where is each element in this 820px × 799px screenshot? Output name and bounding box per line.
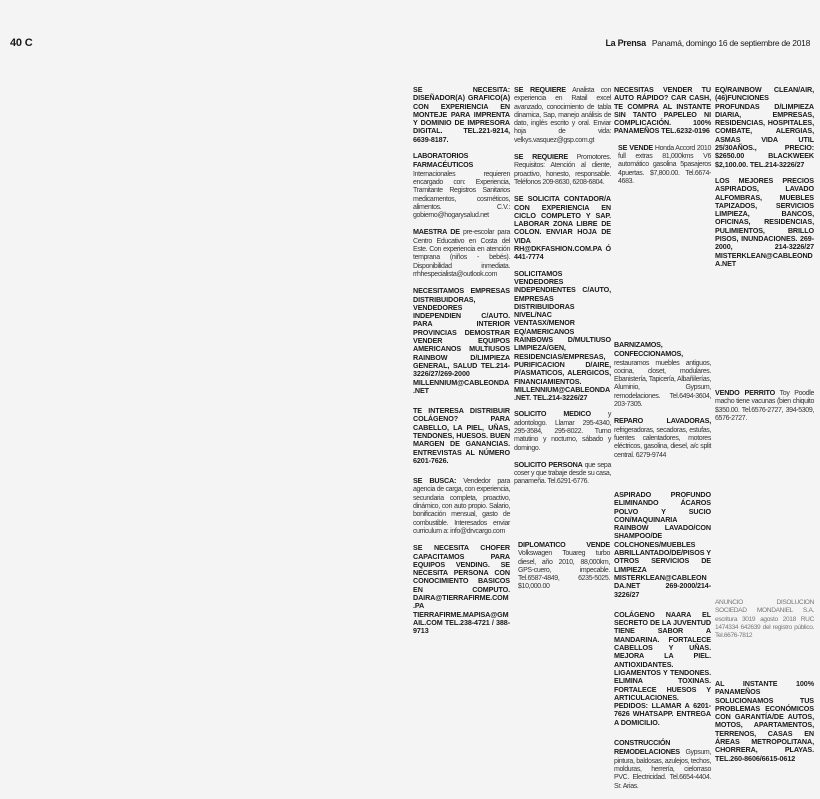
classified-ad: ASPIRADO PROFUNDO ELIMINANDO ÁCAROS POLVO Y SUCIO CON/MAQUINARIA RAINBOW LAVADO/CON SHAMPOO/DE COLCHONES/MUEBLES ABRILLANTADO/DE/PISOS Y OTROS SERVICIOS DE LIMPIEZA MISTERKLEAN@CABLEONDA.NET 269-2000/214-3226/27 [614, 490, 711, 599]
page-number: 40 C [10, 37, 33, 49]
classified-column-2 [514, 86, 611, 495]
classified-column-4-mid [715, 389, 814, 431]
classified-ad: SE NECESITA CHOFER CAPACITAMOS PARA EQUIPOS VENDING. SE NECESITA PERSONA CON CONOCIMIENTO BASICOS EN COMPUTO. DAIRA@TIERRAFIRME.COM.PA TIERRAFIRME.MAPISA@GMAIL.COM TEL.238-4721 / 388-9713 [413, 543, 510, 636]
classified-ad: LABORATORIOS FARMACÉUTICOS Internacionales requieren encargado con: Experiencia, Tramitante Registros Sanitarios medicamentos, cosméticos, alimentos. C.V.: gobierno@hogarysalud.net [413, 151, 510, 220]
classified-ad: SE VENDE Honda Accord 2010 full extras 81,000kms V6 automático gasolina 5pasajeros 4puertas. $7,800.00. Tel.6674-4683. [618, 142, 711, 185]
classified-ad: NECESITAS VENDER TU AUTO RÁPIDO? CAR CASH, TE COMPRA AL INSTANTE SIN TANTO PAPELEO NI COMPLICACIÓN. 100% PANAMEÑOS TEL.6232-0196 [614, 85, 711, 136]
classified-column-2-lower [518, 541, 610, 600]
classified-ad: SE SOLICITA CONTADOR/A CON EXPERIENCIA EN CICLO COMPLETO Y SAP. LABORAR ZONA LIBRE DE COLON. ENVIAR HOJA DE VIDA RH@DKFASHION.COM.PA Ó 441-7774 [514, 194, 611, 262]
classified-ad: VENDO PERRITO Toy Poodle macho tiene vacunas (bien chiquito $350.00. Tel.6576-2727, 394-5309, 6576-2727. [715, 388, 814, 422]
classified-column-3-lower [614, 491, 711, 799]
classified-column-1 [413, 86, 510, 644]
classified-ad: CONSTRUCCIÓN REMODELACIONES Gypsum, pintura, baldosas, azulejos, techos, molduras, herrería, cielorraso PVC. Electricidad. Tel.6654-4404. Sr. Arias. [614, 738, 711, 790]
classified-ad: ANUNCIO DISOLUCION SOCIEDAD MONDANIEL S.A. escritura 3019 agosto 2018 RUC 1474334 642639 del registro público. Tel.6676-7812 [715, 599, 814, 640]
classified-ad: COLÁGENO NAARA EL SECRETO DE LA JUVENTUD TIENE SABOR A MANDARINA. FORTALECE CABELLOS Y UÑAS. MEJORA LA PIEL. ANTIOXIDANTES. LIGAMENTOS Y TENDONES. ELIMINA TOXINAS. FORTALECE HUESOS Y ARTICULACIONES. PEDIDOS: LLAMAR A 6201-7626 WHATSAPP. ENTREGA A DOMICILIO. [614, 609, 711, 727]
classified-ad: DIPLOMATICO VENDE Volkswagen Touareg turbo diesel, año 2010, 88,000km, GPS-cuero, impecable. Tel.6587-4849, 6235-5025. $10,000.00 [518, 540, 610, 591]
classified-column-4-bottom [715, 680, 814, 771]
classified-ad: NECESITAMOS EMPRESAS DISTRIBUIDORAS, VENDEDORES INDEPENDIEN C/AUTO. PARA INTERIOR PROVINCIAS DEMOSTRAR VENDER EQUIPOS AMERICANOS MULTIUSOS RAINBOW D/LIMPIEZA GENERAL, SALUD TEL.214-3226/27/269-2000 MILLENNIUM@CABLEONDA.NET [413, 286, 510, 395]
classified-column-4-lower [715, 599, 814, 648]
dateline: Panamá, domingo 16 de septiembre de 2018 [651, 38, 810, 48]
classified-ad: SOLICITAMOS VENDEDORES INDEPENDIENTES C/AUTO, EMPRESAS DISTRIBUIDORAS NIVEL/NAC VENTASX/MENOR EQ/AMERICANOS RAINBOWS D/MULTIUSO LIMPIEZA/GEN, RESIDENCIAS/EMPRESAS, PURIFICACION D/AIRE, P/ASMATICOS, ALERGICOS, FINANCIAMIENTOS. MILLENNIUM@CABLEONDA.NET. TEL.214-3226/27 [514, 268, 611, 403]
classified-column-3-mid [614, 341, 711, 468]
classified-ad: SOLICITO PERSONA que sepa coser y que trabaje desde su casa, panameña. Tel.6291-6776. [514, 459, 611, 486]
masthead [605, 38, 810, 48]
classified-ad: REPARO LAVADORAS, refrigeradoras, secadoras, estufas, fuentes calentadores, motores eléctricos, gasolina, diesel, a/c split central. 6279-9744 [614, 416, 711, 459]
classified-ad: SE NECESITA: DISEÑADOR(A) GRAFICO(A) CON EXPERIENCIA EN MONTEJE PARA IMPRENTA Y DOMINIO DE IMPRESORA DIGITAL. TEL.221-9214, 6639-8187. [413, 85, 510, 144]
classified-ad: SOLICITO MEDICO y adontologo. Llamar 295-4340, 295-3584, 295-8022. Turno matutino y nocturno, sábado y domingo. [514, 409, 611, 452]
classified-ad: SE BUSCA: Vendedor para agencia de carga, con experiencia, secundaria completa, proactivo, dinámico, con auto propio. Salario, bonificación mensual, gasto de combustible. Interesados enviar curriculum a: info@drvcargo.com [413, 476, 510, 535]
classified-ad: LOS MEJORES PRECIOS ASPIRADOS, LAVADO ALFOMBRAS, MUEBLES TAPIZADOS, SERVICIOS LIMPIEZA, BANCOS, OFICINAS, RESIDENCIAS, PULIMIENTOS, BRILLO PISOS, INUNDACIONES. 269-2000, 214-3226/27 MISTERKLEAN@CABLEONDA.NET [715, 175, 814, 268]
classified-ad: AL INSTANTE 100% PANAMEÑOS SOLUCIONAMOS TUS PROBLEMAS ECONÓMICOS CON GARANTÍA/DE AUTOS, MOTOS, APARTAMENTOS, TERRENOS, CASAS EN ÁREAS METROPOLITANA, CHORRERA, PLAYAS. TEL.260-8606/6615-0612 [715, 679, 814, 763]
classified-ad: EQ/RAINBOW CLEAN/AIR, (46)FUNCIONES PROFUNDAS D/LIMPIEZA DIARIA, EMPRESAS, RESIDENCIAS, HOSPITALES, COMBATE, ALERGIAS, ASMAS VIDA UTIL 25/30AÑOS., PRECIO: $2650.00 BLACKWEEK $2,100.00. TEL.214-3226/27 [715, 85, 814, 169]
newspaper-brand: La Prensa [605, 38, 646, 48]
classified-column-4 [715, 86, 814, 276]
classified-ad: SE REQUIERE Analista con experiencia en Ratail excel avanzado, conocimiento de tabla dinamica, Sap, manejo análisis de dato, inglés escrito y oral. Enviar hoja de vida: velkys.vasquez@gsp.com.gt [514, 85, 611, 144]
classified-column-3 [614, 86, 711, 194]
classified-ad: TE INTERESA DISTRIBUIR COLÁGENO? PARA CABELLO, LA PIEL, UÑAS, TENDONES, HUESOS. BUEN MARGEN DE GANANCIAS. ENTREVISTAS AL NÚMERO 6201-7626. [413, 406, 510, 465]
classified-ad: MAESTRA DE pre-escolar para Centro Educativo en Costa del Este. Con experiencia en atención temprana (niños - bebés). Disponibilidad inmediata. rrhhespecialista@outlook.com [413, 227, 510, 278]
classified-ad: SE REQUIERE Promotores. Requisitos: Atención al cliente, proactivo, honesto, responsable. Teléfonos 209-8630, 6208-6804. [514, 152, 611, 186]
classified-ad: BARNIZAMOS, CONFECCIONAMOS, restauramos muebles antiguos, cocina, closet, modulares. Ebanistería, Tapicería, Albañilerías, Aluminio, Gypsum, remodelaciones. Tel.6494-3604, 203-7305. [614, 340, 711, 409]
